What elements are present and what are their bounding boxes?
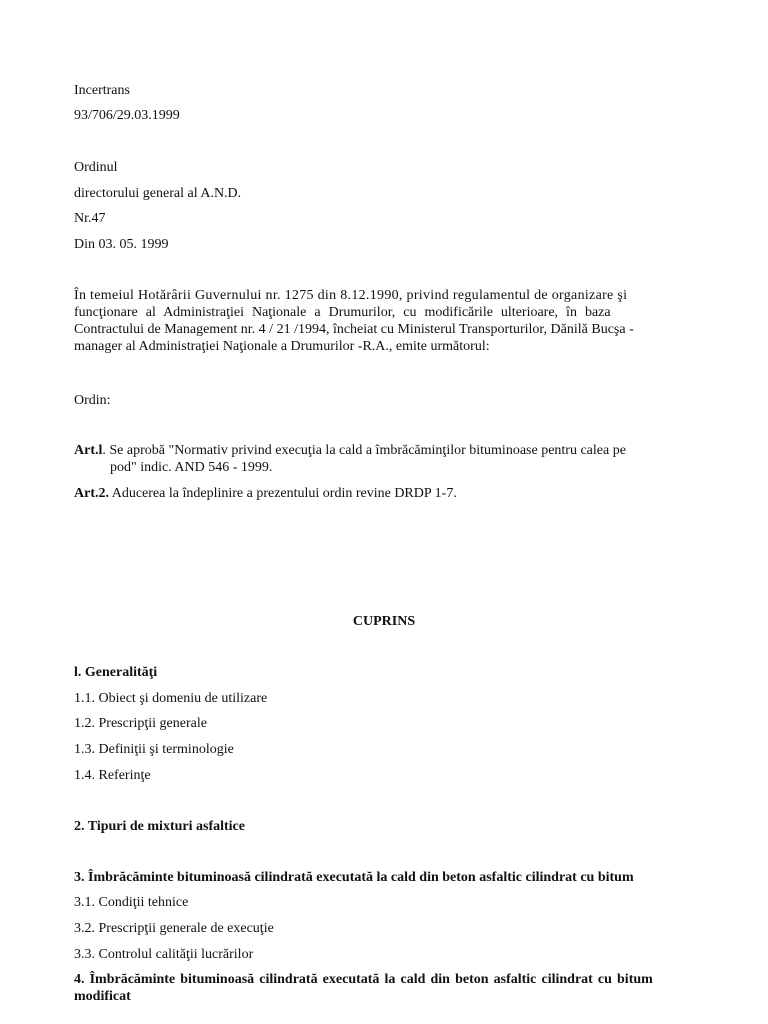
- toc-item: 1.2. Prescripţii generale: [74, 716, 207, 731]
- preamble-line-4: manager al Administraţiei Naţionale a Drumurilor -R.A., emite următorul:: [74, 339, 490, 354]
- order-issuer: directorului general al A.N.D.: [74, 186, 242, 201]
- order-title: Ordinul: [74, 160, 118, 175]
- article-2-text: Aducerea la îndeplinire a prezentului ordin revine DRDP 1-7.: [109, 486, 457, 501]
- toc-section-1-heading: l. Generalităţi: [74, 665, 158, 680]
- toc-section-4-heading-continued: modificat: [74, 989, 131, 1004]
- toc-section-2-heading: 2. Tipuri de mixturi asfaltice: [74, 819, 245, 834]
- article-2: [74, 485, 696, 502]
- toc-title: CUPRINS: [352, 614, 416, 629]
- issuer-org: Incertrans: [74, 83, 130, 98]
- toc-section-3-heading: 3. Îmbrăcăminte bituminoasă cilindrată executată la cald din beton asfaltic cilindrat cu bitum: [74, 870, 634, 885]
- order-date: Din 03. 05. 1999: [74, 237, 169, 252]
- article-1-text: . Se aprobă "Normativ privind execuţia la cald a îmbrăcăminţilor bituminoase pentru calea pe: [102, 443, 626, 458]
- toc-item: 3.3. Controlul calităţii lucrărilor: [74, 947, 254, 962]
- preamble-line-2: funcţionare al Administraţiei Naţionale a Drumurilor, cu modificările ulterioare, în baza: [74, 305, 611, 320]
- article-1-text-continued: pod" indic. AND 546 - 1999.: [110, 460, 273, 475]
- toc-item: 1.3. Definiţii şi terminologie: [74, 742, 234, 757]
- preamble-line-1: În temeiul Hotărârii Guvernului nr. 1275 din 8.12.1990, privind regulamentul de organizare şi: [74, 288, 628, 303]
- article-1: [74, 442, 696, 476]
- toc-item: 1.4. Referinţe: [74, 768, 151, 783]
- toc-section-4-heading: 4. Îmbrăcăminte bituminoasă cilindrată executată la cald din beton asfaltic cilindrat cu bitum: [74, 972, 653, 987]
- toc-item: 3.2. Prescripţii generale de execuţie: [74, 921, 274, 936]
- preamble-line-3: Contractului de Management nr. 4 / 21 /1994, încheiat cu Ministerul Transporturilor, Dănilă Bucşa -: [74, 322, 634, 337]
- registration-number: 93/706/29.03.1999: [74, 108, 180, 123]
- article-2-label: Art.2.: [74, 486, 109, 501]
- toc-item: 3.1. Condiţii tehnice: [74, 895, 189, 910]
- order-number: Nr.47: [74, 211, 106, 226]
- toc-item: 1.1. Obiect şi domeniu de utilizare: [74, 691, 268, 706]
- ordin-label: Ordin:: [74, 393, 111, 408]
- article-1-label: Art.l: [74, 443, 103, 458]
